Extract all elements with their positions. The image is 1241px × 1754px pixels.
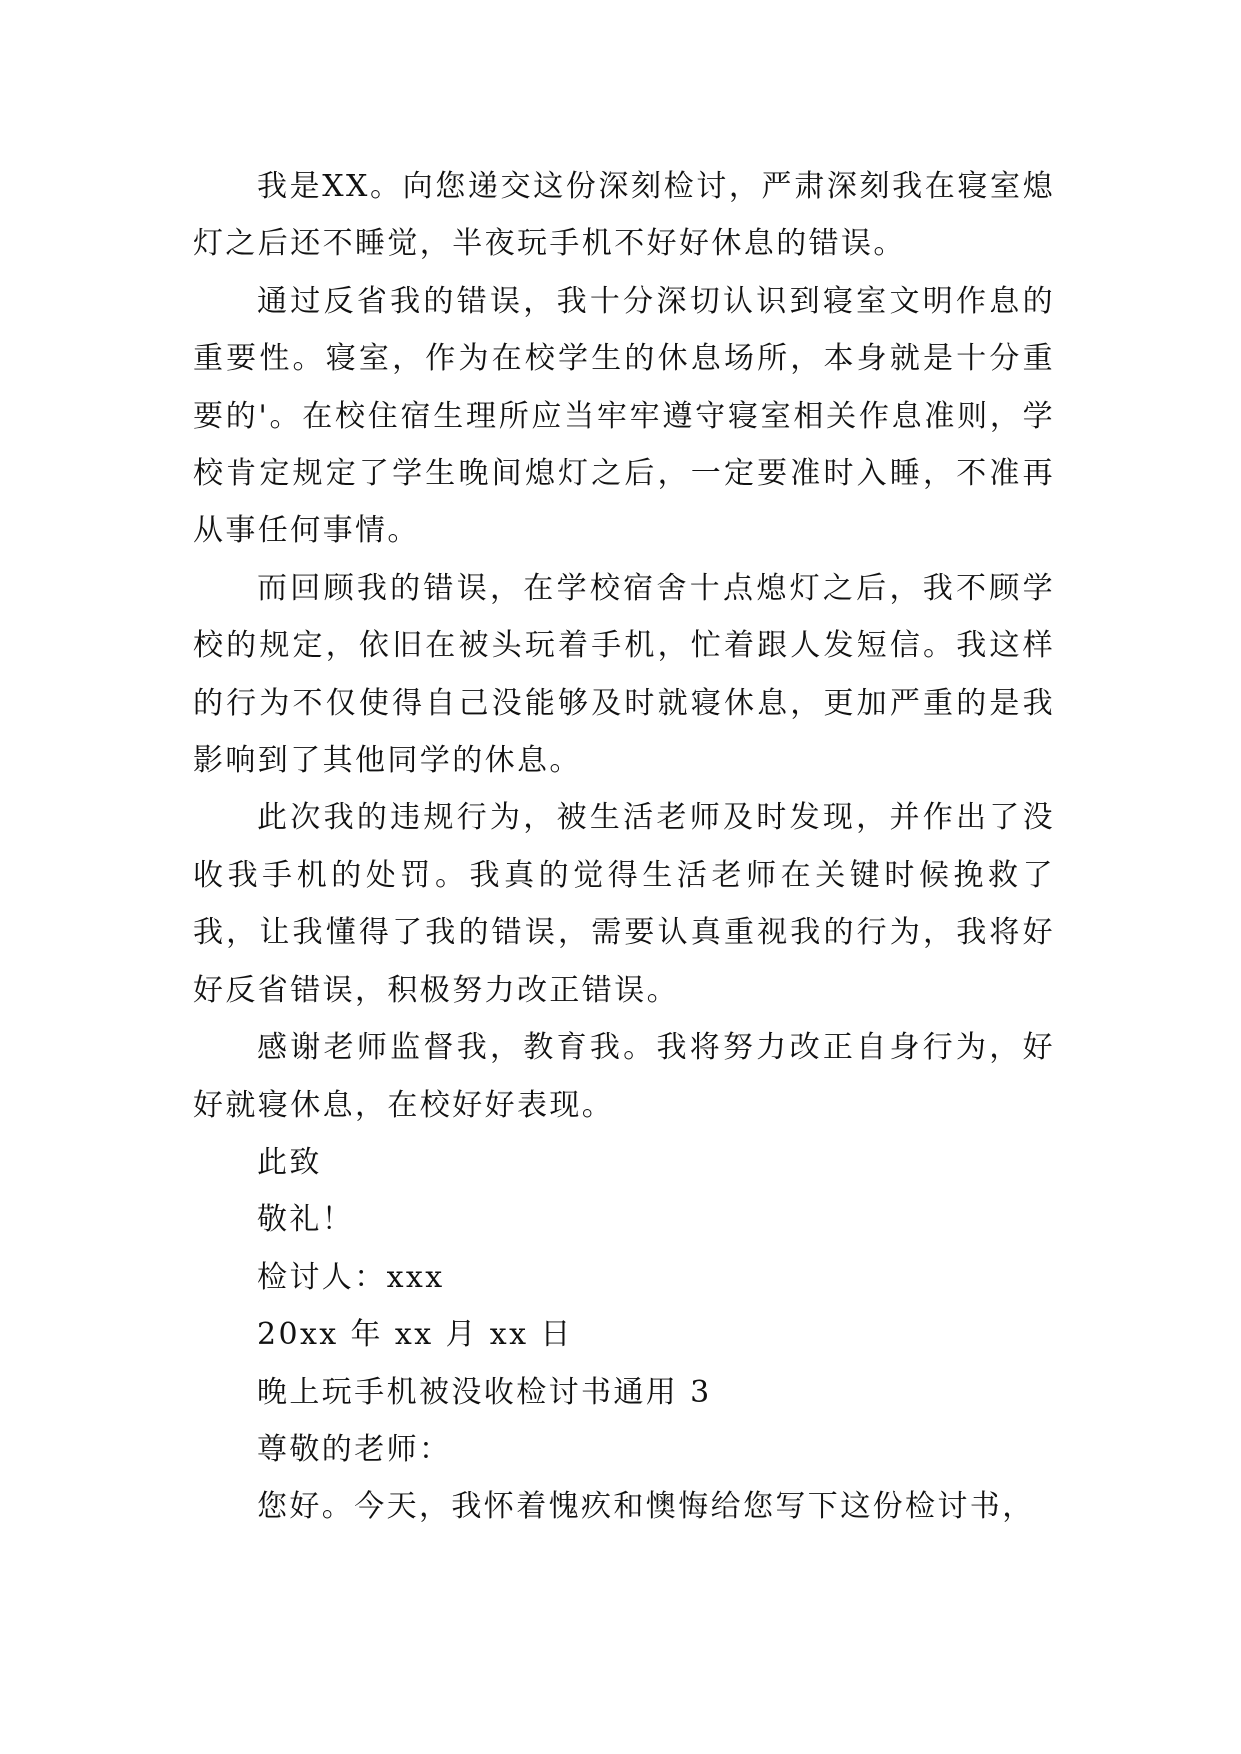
paragraph-3: 而回顾我的错误，在学校宿舍十点熄灯之后，我不顾学校的规定，依旧在被头玩着手机，忙着跟人发短信。我这样的行为不仅使得自己没能够及时就寝休息，更加严重的是我影响到了其他同学的休息。 [193,570,1055,779]
greeting-line: 尊敬的老师： [257,1431,452,1467]
paragraph-2: 通过反省我的错误，我十分深切认识到寝室文明作息的重要性。寝室，作为在校学生的休息场所，本身就是十分重要的'。在校住宿生理所应当牢牢遵守寝室相关作息准则，学校肯定规定了学生晚间熄灯之后，一定要准时入睡，不准再从事任何事情。 [193,283,1055,549]
closing-salutation-2: 敬礼！ [257,1202,355,1238]
paragraph-4: 此次我的违规行为，被生活老师及时发现，并作出了没收我手机的处罚。我真的觉得生活老师在关键时候挽救了我，让我懂得了我的错误，需要认真重视我的行为，我将好好反省错误，积极努力改正错误。 [193,800,1055,1008]
document-body [193,158,1055,1536]
closing-salutation-1: 此致 [257,1144,322,1180]
paragraph-5: 感谢老师监督我，教育我。我将努力改正自身行为，好好就寝休息，在校好好表现。 [193,1030,1055,1123]
section-title: 晚上玩手机被没收检讨书通用 3 [257,1374,712,1410]
paragraph-1: 我是XX。向您递交这份深刻检讨，严肃深刻我在寝室熄灯之后还不睡觉，半夜玩手机不好好休息的错误。 [193,169,1055,262]
letter-first-line: 您好。今天，我怀着愧疚和懊悔给您写下这份检讨书， [257,1489,1035,1525]
date-line: 20xx 年 xx 月 xx 日 [257,1317,573,1353]
signer-line: 检讨人：xxx [257,1259,445,1295]
